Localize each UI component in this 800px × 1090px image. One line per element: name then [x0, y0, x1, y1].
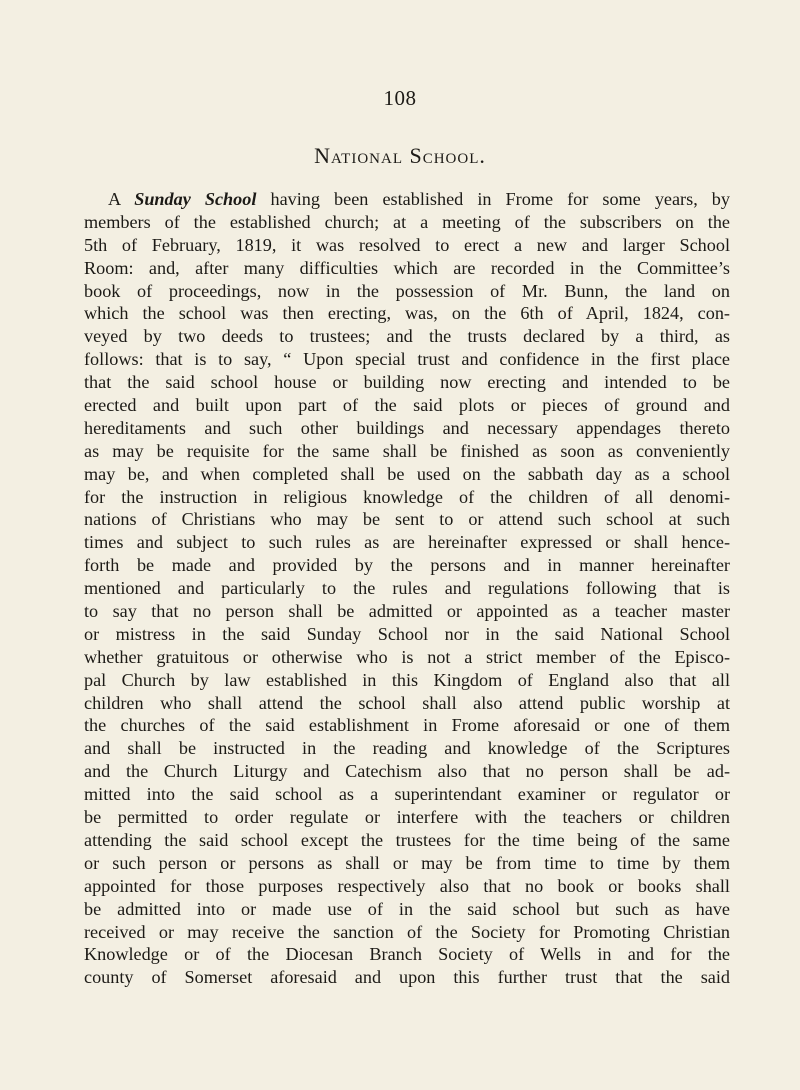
paragraph-line: county of Somerset aforesaid and upon this further trust that the said [84, 967, 730, 988]
line-suffix: having been established in Frome for some years, by [256, 189, 730, 209]
paragraph-line: or such person or persons as shall or may be from time to time by them [84, 852, 730, 873]
paragraph-line: pal Church by law established in this Kingdom of England also that all [84, 669, 730, 690]
paragraph-line: Room: and, after many difficulties which are recorded in the Committee’s [84, 257, 730, 278]
paragraph-line: and shall be instructed in the reading and knowledge of the Scriptures [84, 738, 730, 759]
paragraph-line: attending the said school except the trustees for the time being of the same [84, 829, 730, 850]
paragraph-line: hereditaments and such other buildings and necessary appendages thereto [84, 417, 730, 438]
paragraph-line: members of the established church; at a meeting of the subscribers on the [84, 211, 730, 232]
line-prefix: A [108, 189, 135, 209]
paragraph-line: which the school was then erecting, was, on the 6th of April, 1824, con- [84, 303, 730, 324]
section-title: National School. [314, 143, 486, 168]
body-paragraph [84, 188, 730, 989]
paragraph-line: as may be requisite for the same shall be finished as soon as conveniently [84, 440, 730, 461]
paragraph-line: book of proceedings, now in the possession of Mr. Bunn, the land on [84, 280, 730, 301]
paragraph-line: whether gratuitous or otherwise who is not a strict member of the Episco- [84, 646, 730, 667]
page-number: 108 [383, 86, 417, 110]
paragraph-line [84, 188, 730, 211]
paragraph-line: or mistress in the said Sunday School nor in the said National School [84, 623, 730, 644]
paragraph-line: to say that no person shall be admitted or appointed as a teacher master [84, 601, 730, 622]
paragraph-line: mentioned and particularly to the rules and regulations following that is [84, 578, 730, 599]
paragraph-line: forth be made and provided by the persons and in manner hereinafter [84, 555, 730, 576]
paragraph-line: 5th of February, 1819, it was resolved to erect a new and larger School [84, 234, 730, 255]
paragraph-line: erected and built upon part of the said plots or pieces of ground and [84, 395, 730, 416]
paragraph-line: and the Church Liturgy and Catechism also that no person shall be ad- [84, 761, 730, 782]
paragraph-line: children who shall attend the school shall also attend public worship at [84, 692, 730, 713]
paragraph-line: veyed by two deeds to trustees; and the trusts declared by a third, as [84, 326, 730, 347]
paragraph-line: times and subject to such rules as are hereinafter expressed or shall hence- [84, 532, 730, 553]
paragraph-line: for the instruction in religious knowledge of the children of all denomi- [84, 486, 730, 507]
paragraph-line: be permitted to order regulate or interfere with the teachers or children [84, 807, 730, 828]
paragraph-line: follows: that is to say, “ Upon special trust and confidence in the first place [84, 349, 730, 370]
paragraph-line: be admitted into or made use of in the said school but such as have [84, 898, 730, 919]
paragraph-line: mitted into the said school as a superintendant examiner or regulator or [84, 784, 730, 805]
paragraph-line: received or may receive the sanction of the Society for Promoting Christian [84, 921, 730, 942]
paragraph-line: may be, and when completed shall be used on the sabbath day as a school [84, 463, 730, 484]
paragraph-line: the churches of the said establishment in Frome aforesaid or one of them [84, 715, 730, 736]
emphasis-sunday-school: Sunday School [134, 189, 257, 209]
paragraph-line: that the said school house or building now erecting and intended to be [84, 372, 730, 393]
paragraph-line: nations of Christians who may be sent to or attend such school at such [84, 509, 730, 530]
paragraph-line: appointed for those purposes respectively also that no book or books shall [84, 875, 730, 896]
paragraph-line: Knowledge or of the Diocesan Branch Society of Wells in and for the [84, 944, 730, 965]
